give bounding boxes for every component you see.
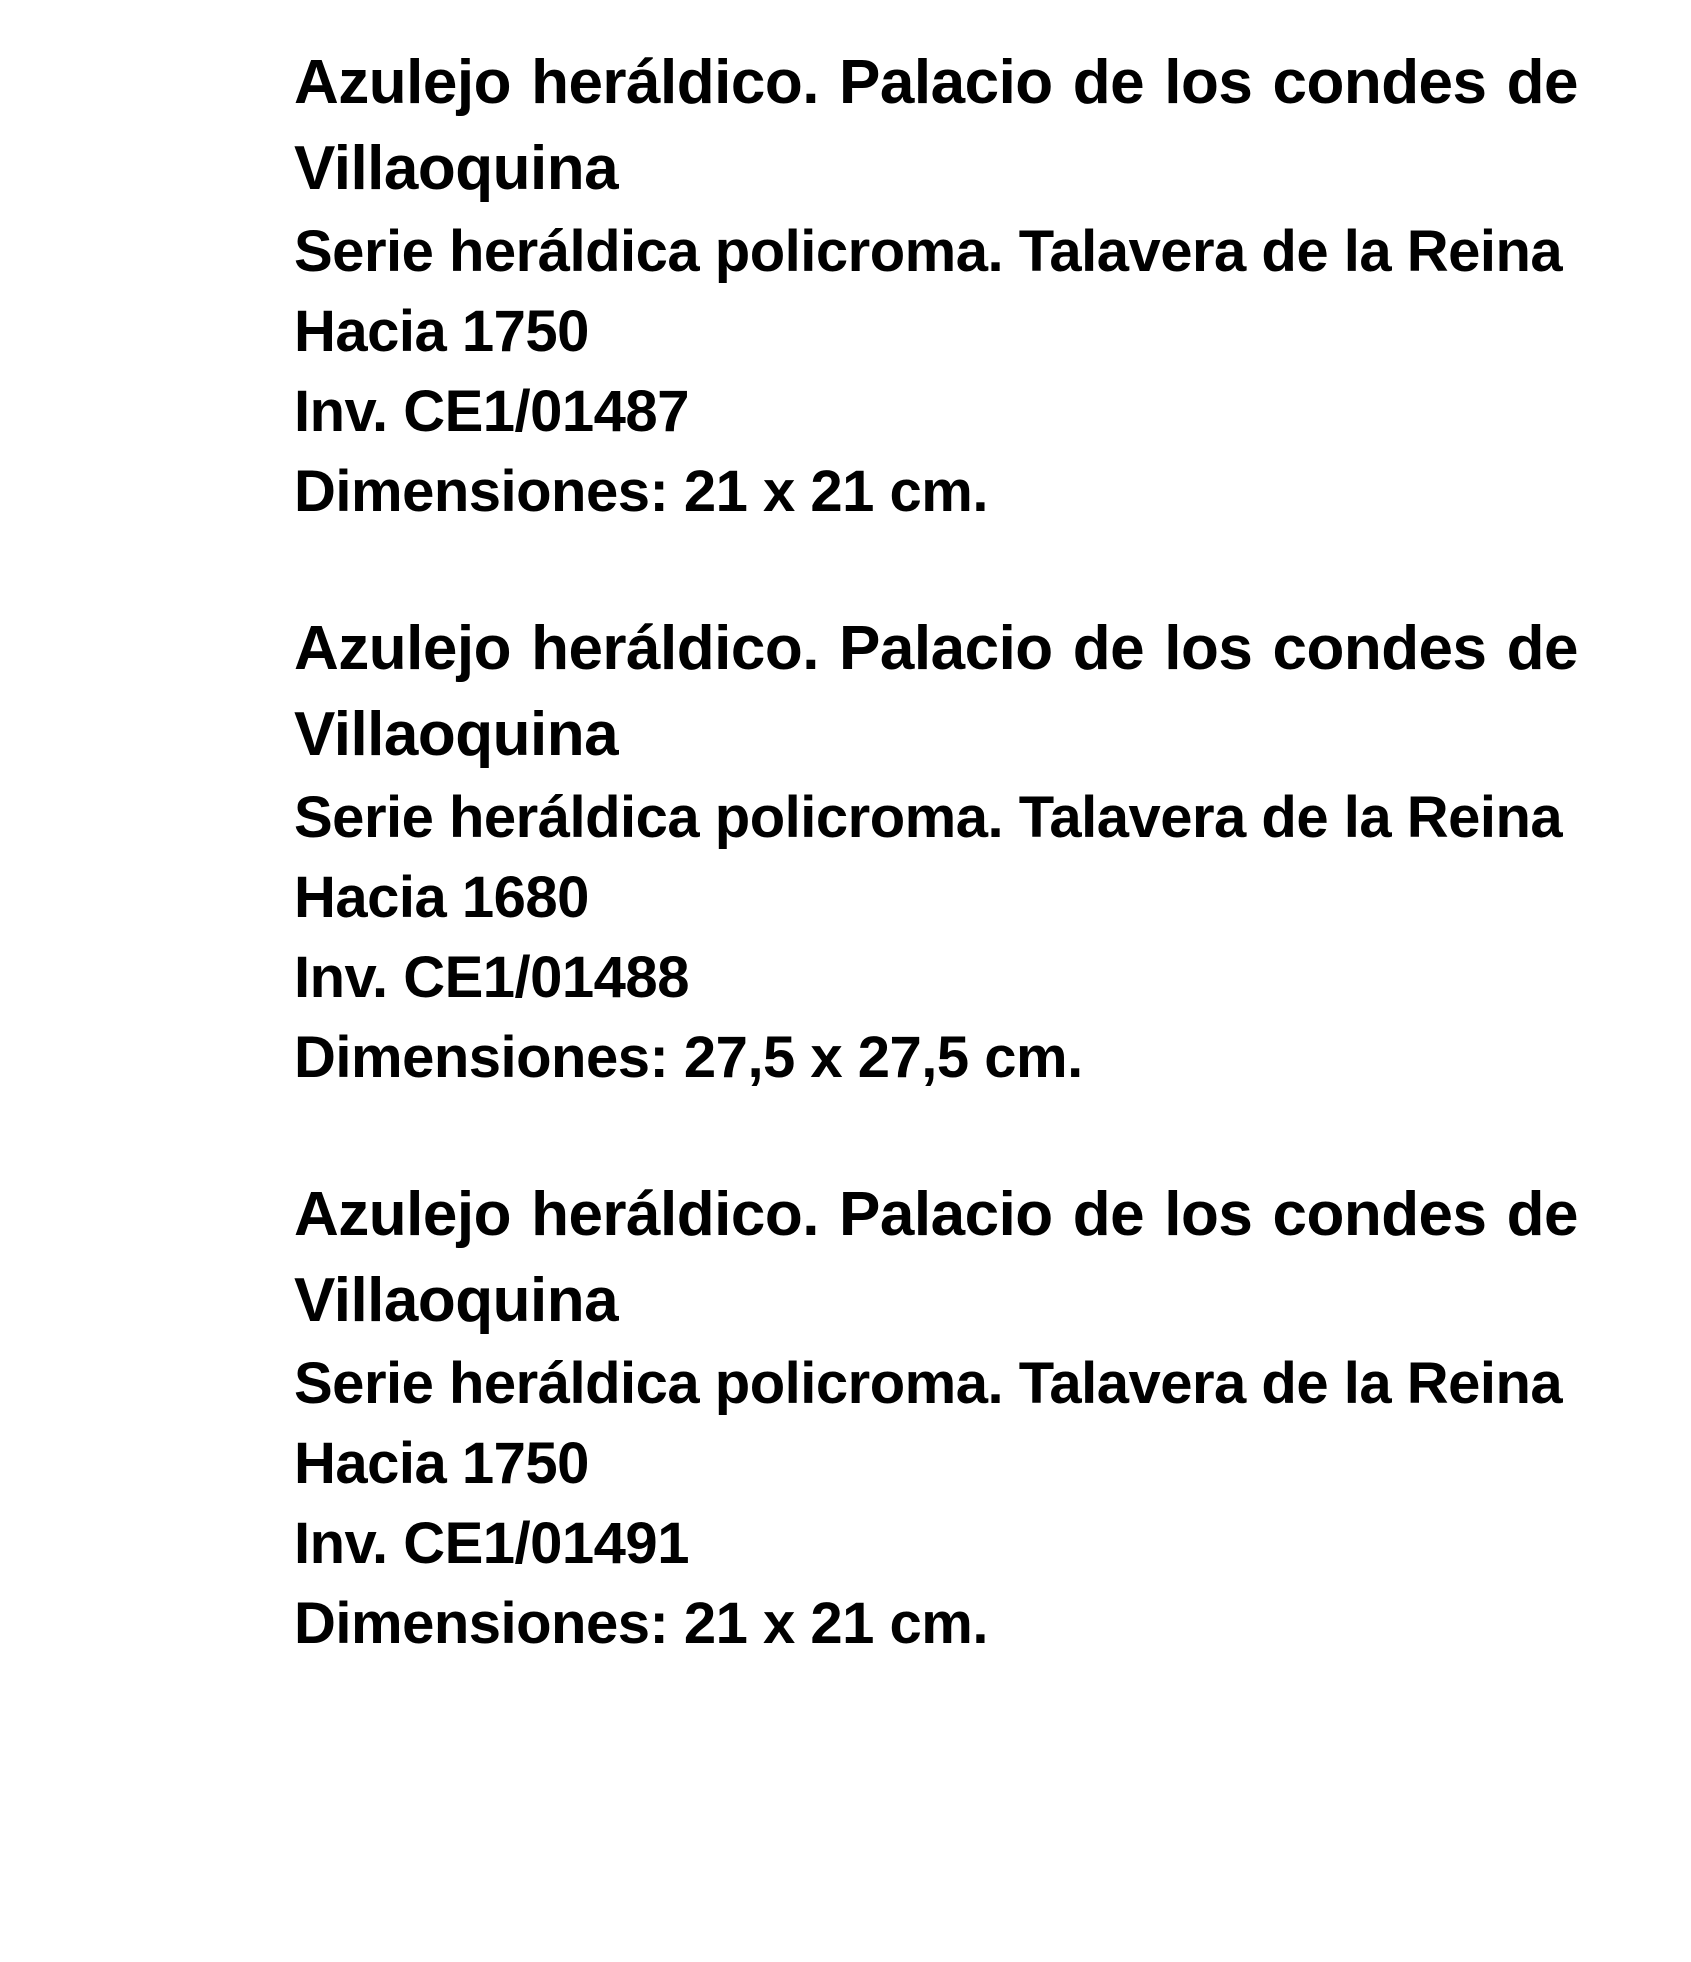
entry-title: Azulejo heráldico. Palacio de los condes de Villaoquina xyxy=(294,614,1578,769)
entry-series: Serie heráldica policroma. Talavera de la Reina xyxy=(294,219,1563,284)
entry-title: Azulejo heráldico. Palacio de los condes de Villaoquina xyxy=(294,48,1578,203)
catalog-entry xyxy=(294,40,1578,532)
entry-series: Serie heráldica policroma. Talavera de la Reina xyxy=(294,785,1563,850)
catalog-entry xyxy=(294,606,1578,1098)
entry-title: Azulejo heráldico. Palacio de los condes de Villaoquina xyxy=(294,1180,1578,1335)
entry-date: Hacia 1680 xyxy=(294,865,589,930)
entry-dimensions: Dimensiones: 21 x 21 cm. xyxy=(294,459,988,524)
entry-inventory: Inv. CE1/01488 xyxy=(294,945,689,1010)
entry-dimensions: Dimensiones: 21 x 21 cm. xyxy=(294,1591,988,1656)
entry-inventory: Inv. CE1/01491 xyxy=(294,1511,689,1576)
entry-dimensions: Dimensiones: 27,5 x 27,5 cm. xyxy=(294,1025,1083,1090)
catalog-entry xyxy=(294,1172,1578,1664)
entry-series: Serie heráldica policroma. Talavera de la Reina xyxy=(294,1351,1563,1416)
entry-date: Hacia 1750 xyxy=(294,1431,589,1496)
entry-date: Hacia 1750 xyxy=(294,299,589,364)
entry-inventory: Inv. CE1/01487 xyxy=(294,379,689,444)
catalog-page xyxy=(294,40,1578,1738)
